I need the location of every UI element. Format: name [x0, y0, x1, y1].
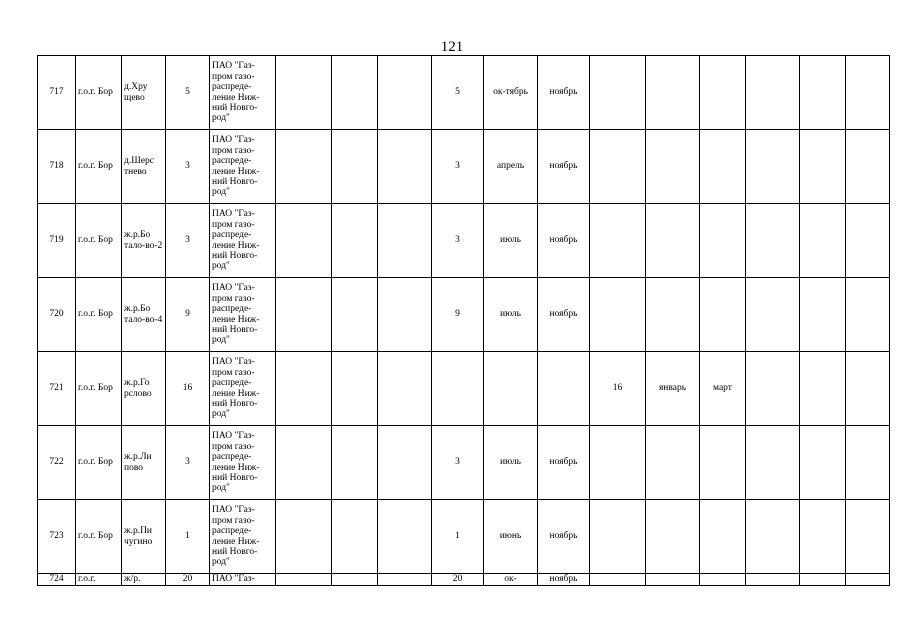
empty-cell	[846, 56, 890, 130]
start-month-cell: апрель	[484, 130, 538, 204]
quantity-2-cell	[590, 426, 646, 500]
end-month-cell: ноябрь	[538, 130, 590, 204]
start-month-cell: июль	[484, 278, 538, 352]
quantity-2-cell: 16	[590, 352, 646, 426]
empty-cell	[332, 574, 378, 586]
empty-cell	[746, 574, 800, 586]
city-cell: г.о.г. Бор	[76, 56, 122, 130]
empty-cell	[746, 352, 800, 426]
empty-cell	[846, 204, 890, 278]
empty-cell	[332, 130, 378, 204]
empty-cell	[800, 56, 846, 130]
end-month-cell: ноябрь	[538, 574, 590, 586]
count-cell: 9	[166, 278, 210, 352]
location-cell: ж.р.Бо тало-во-2	[122, 204, 166, 278]
end-month-cell: ноябрь	[538, 426, 590, 500]
end-month-cell: ноябрь	[538, 56, 590, 130]
end-month-2-cell	[700, 56, 746, 130]
city-cell: г.о.г. Бор	[76, 130, 122, 204]
start-month-cell: июнь	[484, 500, 538, 574]
empty-cell	[276, 500, 332, 574]
city-cell: г.о.г. Бор	[76, 352, 122, 426]
empty-cell	[800, 278, 846, 352]
empty-cell	[276, 204, 332, 278]
organization-cell: ПАО "Газ-пром газо-распреде-ление Ниж-ний Новго-род"	[210, 426, 276, 500]
quantity-2-cell	[590, 500, 646, 574]
organization-cell: ПАО "Газ-пром газо-распреде-ление Ниж-ний Новго-род"	[210, 278, 276, 352]
start-month-2-cell	[646, 426, 700, 500]
empty-cell	[276, 130, 332, 204]
end-month-2-cell	[700, 130, 746, 204]
quantity-cell: 3	[432, 426, 484, 500]
end-month-cell	[538, 352, 590, 426]
row-number-cell: 717	[38, 56, 76, 130]
empty-cell	[746, 426, 800, 500]
quantity-2-cell	[590, 130, 646, 204]
empty-cell	[332, 500, 378, 574]
location-cell: ж.р.Пи чугино	[122, 500, 166, 574]
start-month-2-cell	[646, 500, 700, 574]
empty-cell	[276, 426, 332, 500]
empty-cell	[746, 130, 800, 204]
row-number-cell: 723	[38, 500, 76, 574]
empty-cell	[276, 278, 332, 352]
quantity-2-cell	[590, 574, 646, 586]
empty-cell	[332, 352, 378, 426]
table-row	[38, 352, 890, 426]
empty-cell	[378, 204, 432, 278]
empty-cell	[378, 426, 432, 500]
city-cell: г.о.г.	[76, 574, 122, 586]
organization-cell: ПАО "Газ-пром газо-распреде-ление Ниж-ний Новго-род"	[210, 352, 276, 426]
row-number-cell: 720	[38, 278, 76, 352]
quantity-cell: 3	[432, 130, 484, 204]
start-month-cell: июль	[484, 204, 538, 278]
organization-cell: ПАО "Газ-пром газо-распреде-ление Ниж-ний Новго-род"	[210, 204, 276, 278]
city-cell: г.о.г. Бор	[76, 500, 122, 574]
empty-cell	[378, 352, 432, 426]
quantity-cell: 20	[432, 574, 484, 586]
empty-cell	[846, 426, 890, 500]
quantity-cell: 3	[432, 204, 484, 278]
empty-cell	[846, 574, 890, 586]
end-month-2-cell	[700, 426, 746, 500]
start-month-2-cell	[646, 204, 700, 278]
count-cell: 3	[166, 204, 210, 278]
table-row	[38, 500, 890, 574]
empty-cell	[846, 500, 890, 574]
row-number-cell: 722	[38, 426, 76, 500]
count-cell: 16	[166, 352, 210, 426]
empty-cell	[332, 56, 378, 130]
empty-cell	[800, 574, 846, 586]
empty-cell	[378, 56, 432, 130]
empty-cell	[276, 352, 332, 426]
empty-cell	[800, 204, 846, 278]
end-month-2-cell	[700, 278, 746, 352]
start-month-2-cell	[646, 278, 700, 352]
count-cell: 5	[166, 56, 210, 130]
organization-cell: ПАО "Газ-пром газо-распреде-ление Ниж-ний Новго-род"	[210, 500, 276, 574]
row-number-cell: 718	[38, 130, 76, 204]
quantity-2-cell	[590, 278, 646, 352]
empty-cell	[846, 278, 890, 352]
empty-cell	[800, 426, 846, 500]
quantity-2-cell	[590, 56, 646, 130]
location-cell: ж.р.Ли пово	[122, 426, 166, 500]
start-month-cell: ок-тябрь	[484, 56, 538, 130]
empty-cell	[846, 352, 890, 426]
end-month-2-cell	[700, 574, 746, 586]
table-row	[38, 574, 890, 586]
row-number-cell: 721	[38, 352, 76, 426]
city-cell: г.о.г. Бор	[76, 278, 122, 352]
start-month-2-cell	[646, 56, 700, 130]
end-month-2-cell: март	[700, 352, 746, 426]
location-cell: ж.р.Го рслово	[122, 352, 166, 426]
empty-cell	[332, 426, 378, 500]
location-cell: д.Шерс тнево	[122, 130, 166, 204]
empty-cell	[746, 56, 800, 130]
table-row	[38, 130, 890, 204]
empty-cell	[332, 278, 378, 352]
start-month-2-cell	[646, 130, 700, 204]
city-cell: г.о.г. Бор	[76, 204, 122, 278]
end-month-cell: ноябрь	[538, 278, 590, 352]
quantity-cell	[432, 352, 484, 426]
count-cell: 20	[166, 574, 210, 586]
organization-cell: ПАО "Газ-	[210, 574, 276, 586]
location-cell: ж.р.Бо тало-во-4	[122, 278, 166, 352]
table-row	[38, 426, 890, 500]
end-month-cell: ноябрь	[538, 204, 590, 278]
empty-cell	[800, 130, 846, 204]
start-month-cell: июль	[484, 426, 538, 500]
quantity-cell: 9	[432, 278, 484, 352]
organization-cell: ПАО "Газ-пром газо-распреде-ление Ниж-ний Новго-род"	[210, 130, 276, 204]
page-number: 121	[440, 39, 464, 55]
table-row	[38, 278, 890, 352]
start-month-2-cell	[646, 574, 700, 586]
empty-cell	[746, 204, 800, 278]
empty-cell	[276, 56, 332, 130]
empty-cell	[378, 130, 432, 204]
city-cell: г.о.г. Бор	[76, 426, 122, 500]
row-number-cell: 724	[38, 574, 76, 586]
count-cell: 3	[166, 426, 210, 500]
row-number-cell: 719	[38, 204, 76, 278]
table-row	[38, 56, 890, 130]
end-month-cell: ноябрь	[538, 500, 590, 574]
empty-cell	[378, 278, 432, 352]
start-month-cell	[484, 352, 538, 426]
count-cell: 3	[166, 130, 210, 204]
end-month-2-cell	[700, 204, 746, 278]
empty-cell	[378, 500, 432, 574]
empty-cell	[276, 574, 332, 586]
quantity-cell: 1	[432, 500, 484, 574]
empty-cell	[332, 204, 378, 278]
empty-cell	[378, 574, 432, 586]
quantity-cell: 5	[432, 56, 484, 130]
location-cell: ж/р.	[122, 574, 166, 586]
document-table	[37, 55, 890, 586]
start-month-2-cell: январь	[646, 352, 700, 426]
end-month-2-cell	[700, 500, 746, 574]
empty-cell	[846, 130, 890, 204]
start-month-cell: ок-	[484, 574, 538, 586]
empty-cell	[746, 500, 800, 574]
count-cell: 1	[166, 500, 210, 574]
table-row	[38, 204, 890, 278]
empty-cell	[800, 500, 846, 574]
location-cell: д.Хру щево	[122, 56, 166, 130]
empty-cell	[746, 278, 800, 352]
organization-cell: ПАО "Газ-пром газо-распреде-ление Ниж-ний Новго-род"	[210, 56, 276, 130]
empty-cell	[800, 352, 846, 426]
quantity-2-cell	[590, 204, 646, 278]
